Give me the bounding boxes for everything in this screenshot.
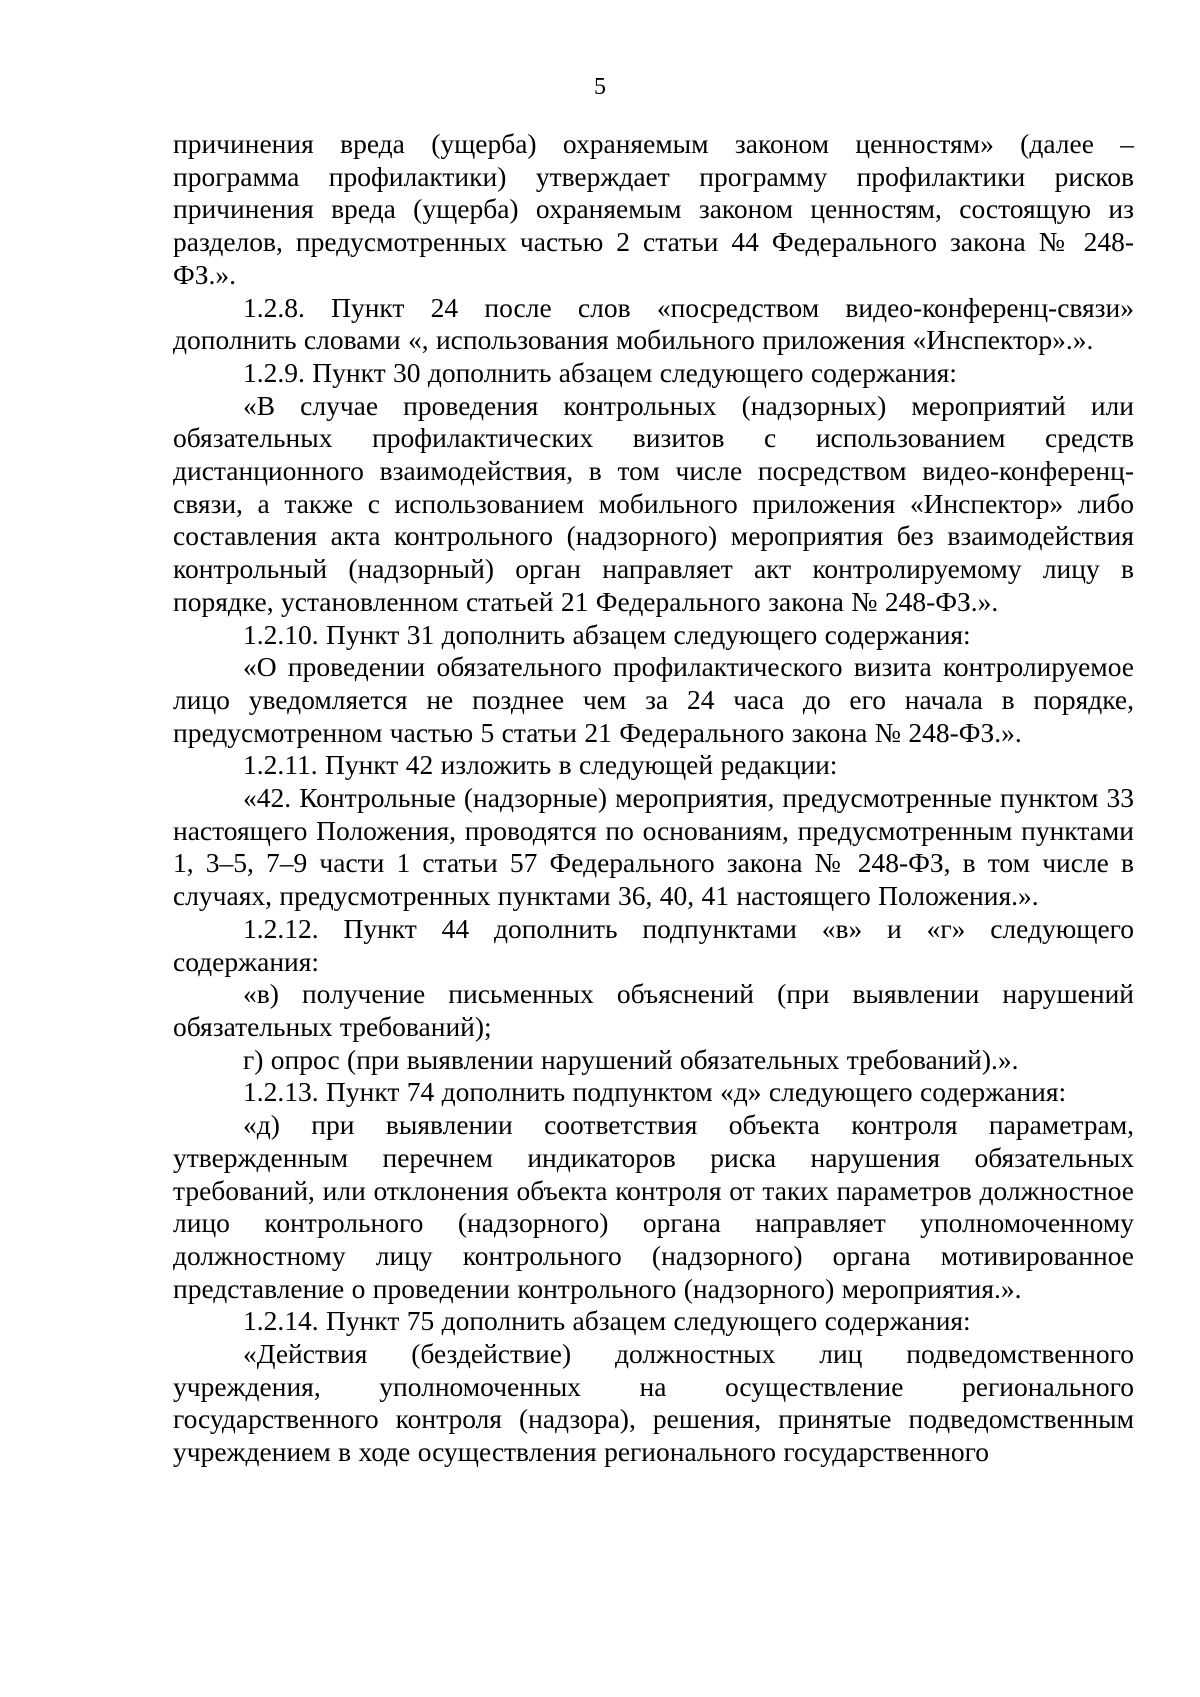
paragraph-1-2-14-content: «Действия (бездействие) должностных лиц подведомственного учреждения, уполномоченных на осуществление регионального государственного контроля (надзора), решения, принятые подведомственным учреждением в ходе осуществления регионального государственного [173,1338,1134,1468]
paragraph-1-2-13-item-d: «д) при выявлении соответствия объекта контроля параметрам, утвержденным перечнем индикаторов риска нарушения обязательных требований, или отклонения объекта контроля от таких параметров должностное лицо контрольного (надзорного) органа направляет уполномоченному должностному лицу контрольного (надзорного) органа мотивированное представление о проведении контрольного (надзорного) мероприятия.». [173,1109,1134,1304]
paragraph-1-2-9-content: «В случае проведения контрольных (надзорных) мероприятий или обязательных профилактических визитов с использованием средств дистанционного взаимодействия, в том числе посредством видео-конференц-связи, а также с использованием мобильного приложения «Инспектор» либо составления акта контрольного (надзорного) мероприятия без взаимодействия контрольный (надзорный) орган направляет акт контролируемому лицу в порядке, установленном статьей 21 Федерального закона № 248-ФЗ.». [173,389,1134,617]
paragraph-1-2-14: 1.2.14. Пункт 75 дополнить абзацем следующего содержания: [243,1305,971,1337]
paragraph-1-2-12-item-v: «в) получение письменных объяснений (при выявлении нарушений обязательных требований); [173,978,1134,1042]
paragraph-1-2-10-content: «О проведении обязательного профилактического визита контролируемое лицо уведомляется не позднее чем за 24 часа до его начала в порядке, предусмотренном частью 5 статьи 21 Федерального закона № 248-ФЗ.». [173,651,1134,748]
paragraph-1-2-12-item-g: г) опрос (при выявлении нарушений обязательных требований).». [243,1043,1019,1075]
paragraph-1-2-12: 1.2.12. Пункт 44 дополнить подпунктами «в» и «г» следующего содержания: [173,912,1134,977]
paragraph-1-2-11: 1.2.11. Пункт 42 изложить в следующей редакции: [243,749,838,781]
paragraph-1-2-11-content: «42. Контрольные (надзорные) мероприятия, предусмотренные пунктом 33 настоящего Положения, проводятся по основаниям, предусмотренным пунктами 1, 3–5, 7–9 части 1 статьи 57 Федерального закона № 248-ФЗ, в том числе в случаях, предусмотренных пунктами 36, 40, 41 настоящего Положения.». [173,782,1134,912]
document-body [173,128,1134,1469]
paragraph-1-2-13: 1.2.13. Пункт 74 дополнить подпунктом «д» следующего содержания: [243,1076,1067,1108]
paragraph-1-2-9: 1.2.9. Пункт 30 дополнить абзацем следующего содержания: [243,356,957,388]
paragraph-1-2-8: 1.2.8. Пункт 24 после слов «посредством видео-конференц-связи» дополнить словами «, использования мобильного приложения «Инспектор».». [173,291,1134,356]
page-number: 5 [594,74,606,100]
paragraph-continuation: причинения вреда (ущерба) охраняемым законом ценностям» (далее – программа профилактики) утверждает программу профилактики рисков причинения вреда (ущерба) охраняемым законом ценностям, состоящую из разделов, предусмотренных частью 2 статьи 44 Федерального закона № 248-ФЗ.». [173,128,1134,290]
paragraph-1-2-10: 1.2.10. Пункт 31 дополнить абзацем следующего содержания: [243,618,971,650]
